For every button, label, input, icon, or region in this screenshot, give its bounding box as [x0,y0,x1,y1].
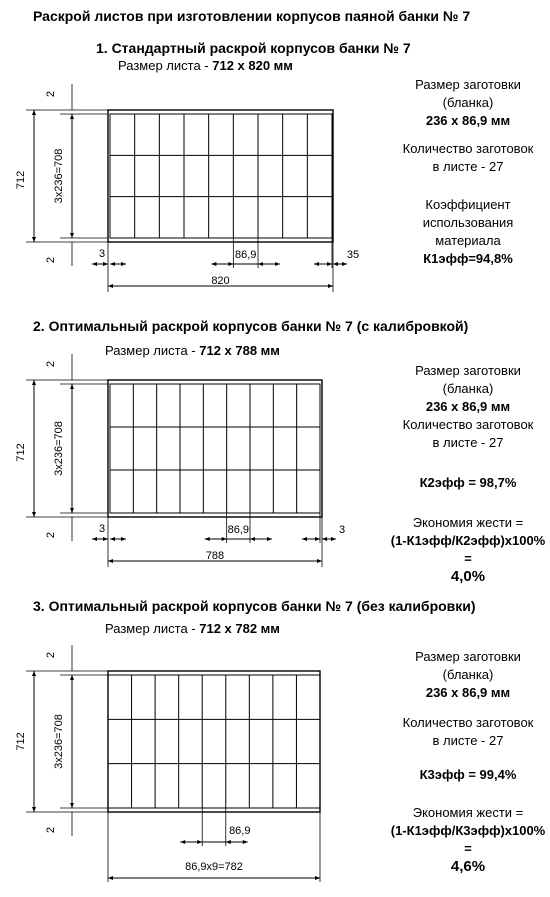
coef-value: К3эфф = 99,4% [419,767,517,782]
arrow-head [211,262,216,266]
coef-label: использования [422,215,514,230]
arrow-head [267,537,272,541]
dim-cell-label: 86,9 [227,524,250,536]
arrow-head [180,840,185,844]
arrow-head [121,262,126,266]
arrow-head [32,512,36,517]
arrow-head [70,233,74,238]
section-1-sheet-size: Размер листа - 712 х 820 мм [118,58,293,73]
blank-size: 236 х 86,9 мм [425,685,511,700]
dim-rows-label: 3х236=708 [53,148,65,204]
sheet-outline [108,110,333,242]
blank-label: (бланка) [442,381,494,396]
arrow-head [226,840,231,844]
dim-right-label: 3 [338,524,346,536]
arrow-head [315,537,320,541]
count-label: в листе - 27 [432,733,504,748]
blank-label: Размер заготовки [415,363,521,378]
arrow-head [314,262,319,266]
arrow-head [250,537,255,541]
count-label: Количество заготовок [402,141,534,156]
blank-label: Размер заготовки [415,77,521,92]
dim-top-label: 2 [45,360,57,368]
dim-width-label: 86,9х9=782 [185,861,243,873]
dim-width-label: 788 [205,550,225,562]
arrow-head [110,537,115,541]
blank-grid [110,114,332,238]
coef-value: К1эфф=94,8% [423,251,513,266]
blank-grid [110,384,320,513]
dim-left-label: 3 [98,523,106,535]
arrow-head [315,876,320,880]
section-1-title: 1. Стандартный раскрой корпусов банки № 7 [96,40,411,56]
arrow-head [32,807,36,812]
dim-height-label: 712 [15,170,27,190]
arrow-head [32,671,36,676]
arrow-head [342,262,347,266]
arrow-head [92,537,97,541]
arrow-head [108,284,113,288]
arrow-head [121,537,126,541]
blank-label: (бланка) [442,95,494,110]
arrow-head [32,380,36,385]
economy-label: Экономия жести = [412,515,524,530]
arrow-head [108,559,113,563]
economy-formula: (1-К1эфф/К3эфф)х100% = [390,823,546,856]
arrow-head [108,876,113,880]
count-label: Количество заготовок [402,417,534,432]
dim-bottom-label: 2 [45,531,57,539]
dim-rows-label: 3х236=708 [53,714,65,769]
coef-value: К2эфф = 98,7% [419,475,517,490]
arrow-head [70,384,74,389]
blank-label: (бланка) [442,667,494,682]
arrow-head [32,237,36,242]
dim-rows-label: 3х236=708 [53,421,65,476]
arrow-head [110,262,115,266]
economy-value: 4,0% [450,568,486,585]
arrow-head [275,262,280,266]
page-title: Раскрой листов при изготовлении корпусов паяной банки № 7 [33,8,471,24]
arrow-head [197,840,202,844]
economy-value: 4,6% [450,858,486,875]
arrow-head [103,537,108,541]
coef-label: Коэффициент [425,197,511,212]
economy-formula: (1-К1эфф/К2эфф)х100% = [390,533,546,566]
arrow-head [258,262,263,266]
coef-label: материала [435,233,501,248]
dim-bottom-label: 2 [45,826,57,834]
count-label: в листе - 27 [432,435,504,450]
arrow-head [70,508,74,513]
dim-right-label: 35 [346,249,360,261]
section-3-title: 3. Оптимальный раскрой корпусов банки № 7 (без калибровки) [33,598,476,614]
dim-cell-label: 86,9 [229,825,251,837]
count-label: в листе - 27 [432,159,504,174]
arrow-head [222,537,227,541]
economy-label: Экономия жести = [412,805,524,820]
arrow-head [333,262,338,266]
sheet-outline [108,671,320,812]
dim-cell-label: 86,9 [234,249,257,261]
section-2-title: 2. Оптимальный раскрой корпусов банки № 7 (с калибровкой) [33,318,469,334]
dim-height-label: 712 [15,443,27,462]
arrow-head [331,537,336,541]
dim-bottom-label: 2 [45,256,57,264]
arrow-head [70,803,74,808]
dim-top-label: 2 [45,90,57,98]
blank-label: Размер заготовки [415,649,521,664]
blank-size: 236 х 86,9 мм [425,399,511,414]
arrow-head [103,262,108,266]
dim-width-label: 820 [211,275,230,287]
dim-left-label: 3 [98,248,106,260]
section-3-sheet-size: Размер листа - 712 х 782 мм [105,621,280,636]
arrow-head [32,110,36,115]
blank-size: 236 х 86,9 мм [425,113,511,128]
arrow-head [317,559,322,563]
arrow-head [228,262,233,266]
blank-grid [108,675,320,808]
arrow-head [327,262,332,266]
arrow-head [322,537,327,541]
arrow-head [302,537,307,541]
arrow-head [205,537,210,541]
arrow-head [70,114,74,119]
dim-height-label: 712 [15,732,27,751]
section-2-sheet-size: Размер листа - 712 х 788 мм [105,343,280,358]
arrow-head [243,840,248,844]
arrow-head [328,284,333,288]
count-label: Количество заготовок [402,715,534,730]
sheet-outline [108,380,322,517]
arrow-head [92,262,97,266]
dim-top-label: 2 [45,651,57,659]
arrow-head [70,675,74,680]
